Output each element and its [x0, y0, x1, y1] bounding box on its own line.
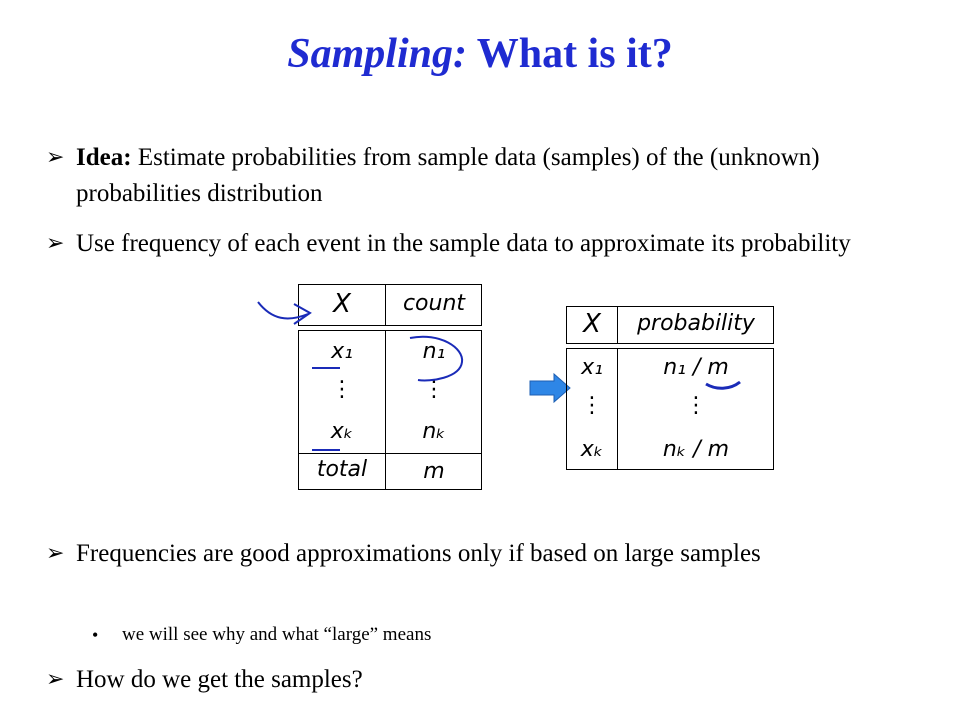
sub-bullet-text: we will see why and what “large” means	[122, 624, 432, 645]
count-row-x1: x₁	[331, 339, 353, 364]
count-row-dots-n: ⋮	[423, 377, 445, 402]
bullet-arrow-icon: ➢	[46, 541, 65, 566]
bullet-arrow-icon: ➢	[46, 145, 65, 170]
prob-row-x1: x₁	[581, 355, 603, 380]
bullet-idea	[46, 140, 916, 212]
count-row-xk: xₖ	[330, 419, 354, 444]
bullet-large-samples	[46, 536, 916, 572]
count-footer-total: total	[316, 457, 368, 482]
bullet-idea-bold: Idea:	[76, 144, 132, 171]
prob-row-xk: xₖ	[580, 437, 604, 462]
count-header-x: X	[333, 289, 351, 319]
bullet-frequency	[46, 226, 916, 262]
count-row-n1: n₁	[422, 339, 446, 364]
count-row-nk: nₖ	[422, 419, 446, 444]
prob-table-body	[566, 348, 774, 470]
prob-row-dots-x: ⋮	[581, 393, 603, 418]
count-header-count: count	[402, 291, 466, 316]
bullet-large-samples-text: Frequencies are good approximations only if based on large samples	[76, 540, 761, 567]
n1-circle-annotation	[400, 330, 470, 390]
bullet-how-text: How do we get the samples?	[76, 666, 363, 693]
title-italic: Sampling:	[287, 31, 467, 77]
bullet-frequency-text: Use frequency of each event in the sample data to approximate its probability	[76, 230, 851, 257]
bullet-how	[46, 662, 916, 698]
handwritten-annotations	[250, 290, 340, 460]
bullet-idea-text: Estimate probabilities from sample data (samples) of the (unknown) probabilities distribution	[76, 144, 820, 207]
count-row-dots-x: ⋮	[331, 377, 353, 402]
prob-row-dots-p: ⋮	[685, 393, 707, 418]
title-rest: What is it?	[466, 31, 673, 77]
prob-header-probability: probability	[637, 311, 755, 336]
count-footer-m: m	[423, 459, 445, 484]
sub-bullet	[92, 620, 431, 650]
prob-row-n1m: n₁ / m	[663, 355, 729, 380]
prob-header-x: X	[583, 309, 601, 339]
prob-row-nkm: nₖ / m	[662, 437, 730, 462]
bullet-arrow-icon: ➢	[46, 231, 65, 256]
page-title	[0, 30, 960, 78]
bullet-arrow-icon: ➢	[46, 667, 65, 692]
prob-table-header	[566, 306, 774, 344]
m-underline-annotation	[700, 376, 750, 396]
bullet-dot-icon: •	[92, 625, 99, 645]
